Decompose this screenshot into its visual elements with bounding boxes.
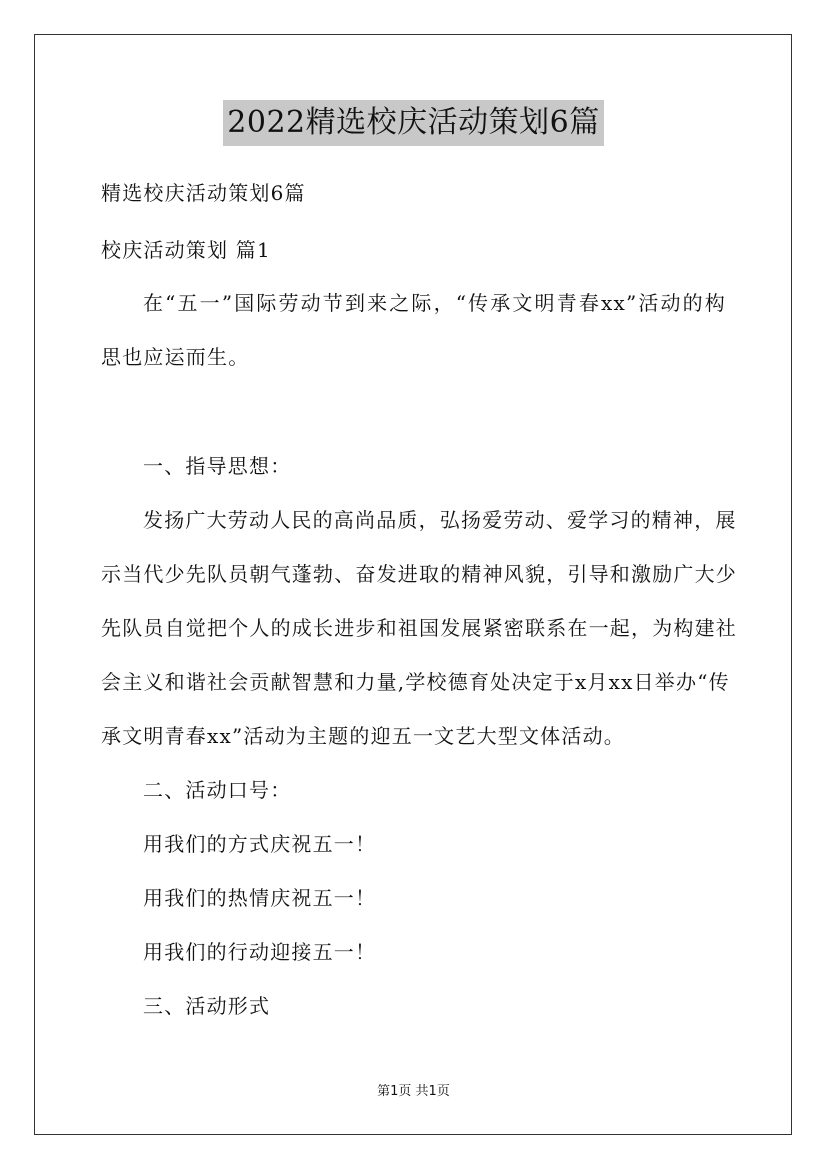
document-title: 2022精选校庆活动策划6篇 — [223, 100, 603, 146]
page-footer: 第1页 共1页 — [377, 1084, 450, 1099]
body-line-2: 示当代少先队员朝气蓬勃、奋发进取的精神风貌，引导和激励广大少 — [101, 562, 737, 586]
heading-activity-form: 三、活动形式 — [143, 994, 271, 1018]
intro-line-1: 在“五一”国际劳动节到来之际，“传承文明青春xx”活动的构 — [143, 291, 726, 315]
slogan-2: 用我们的热情庆祝五一！ — [143, 886, 377, 910]
section-heading: 校庆活动策划 篇1 — [101, 238, 271, 262]
intro-line-2: 思也应运而生。 — [101, 345, 250, 369]
slogan-1: 用我们的方式庆祝五一！ — [143, 832, 377, 856]
body-line-5: 承文明青春xx”活动为主题的迎五一文艺大型文体活动。 — [101, 724, 625, 748]
document-subtitle: 精选校庆活动策划6篇 — [101, 181, 306, 205]
heading-guiding-ideas: 一、指导思想： — [143, 454, 292, 478]
body-line-3: 先队员自觉把个人的成长进步和祖国发展紧密联系在一起，为构建社 — [101, 616, 737, 640]
body-line-4: 会主义和谐社会贡献智慧和力量,学校德育处决定于x月xx日举办“传 — [101, 670, 730, 694]
body-line-1: 发扬广大劳动人民的高尚品质，弘扬爱劳动、爱学习的精神，展 — [143, 508, 737, 532]
heading-slogans: 二、活动口号： — [143, 778, 292, 802]
title-container — [0, 100, 827, 146]
slogan-3: 用我们的行动迎接五一！ — [143, 940, 377, 964]
